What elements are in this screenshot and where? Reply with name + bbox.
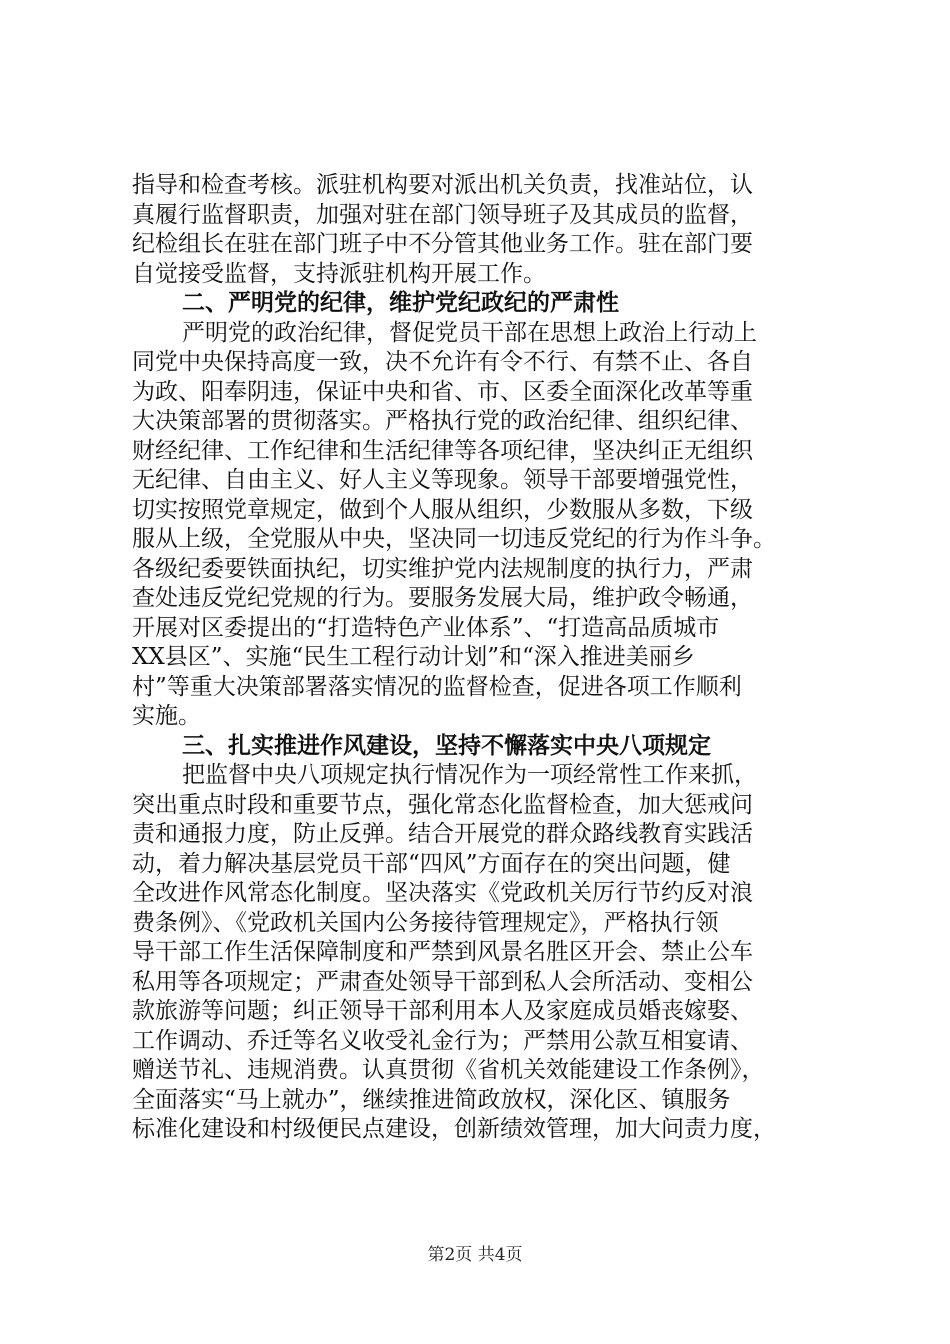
paragraph-first-line: 把监督中央八项规定执行情况作为一项经常性工作来抓， — [182, 762, 757, 788]
body-line: 动，着力解决基层党员干部“四风”方面存在的突出问题，健 — [132, 850, 731, 877]
body-line: 指导和检查考核。派驻机构要对派出机关负责，找准站位，认 — [132, 172, 753, 198]
body-line: 大决策部署的贯彻落实。严格执行党的政治纪律、组织纪律、 — [132, 408, 753, 434]
body-line: 为政、阳奉阴违，保证中央和省、市、区委全面深化改革等重 — [132, 378, 753, 405]
body-line: 突出重点时段和重要节点，强化常态化监督检查，加大惩戒问 — [132, 791, 753, 818]
body-line: 私用等各项规定；严肃查处领导干部到私人会所活动、变相公 — [132, 968, 753, 995]
body-line: 赠送节礼、违规消费。认真贯彻《省机关效能建设工作条例》， — [132, 1057, 765, 1083]
body-line: 纪检组长在驻在部门班子中不分管其他业务工作。驻在部门要 — [132, 231, 753, 257]
body-line: 责和通报力度，防止反弹。结合开展党的群众路线教育实践活 — [132, 821, 753, 847]
body-line: 全改进作风常态化制度。坚决落实《党政机关厉行节约反对浪 — [132, 880, 753, 906]
body-line: 同党中央保持高度一致，决不允许有令不行、有禁不止、各自 — [132, 349, 753, 375]
body-line: XX县区”、实施“民生工程行动计划”和“深入推进美丽乡 — [132, 644, 695, 670]
body-line: 导干部工作生活保障制度和严禁到风景名胜区开会、禁止公车 — [132, 939, 753, 965]
body-line: 全面落实“马上就办”，继续推进简政放权，深化区、镇服务 — [132, 1086, 731, 1113]
body-line: 无纪律、自由主义、好人主义等现象。领导干部要增强党性， — [132, 467, 753, 493]
body-line: 切实按照党章规定，做到个人服从组织，少数服从多数，下级 — [132, 496, 753, 523]
body-line: 费条例》、《党政机关国内公务接待管理规定》，严格执行领 — [132, 909, 719, 936]
body-line: 查处违反党纪党规的行为。要服务发展大局，维护政令畅通， — [132, 585, 753, 611]
body-line: 款旅游等问题；纠正领导干部利用本人及家庭成员婚丧嫁娶、 — [132, 998, 753, 1024]
body-line: 实施。 — [132, 703, 201, 729]
body-line: 工作调动、乔迁等名义收受礼金行为；严禁用公款互相宴请、 — [132, 1027, 753, 1054]
body-line: 开展对区委提出的“打造特色产业体系”、“打造高品质城市 — [132, 614, 720, 641]
body-line: 村”等重大决策部署落实情况的监督检查，促进各项工作顺利 — [132, 673, 742, 700]
page-footer: 第2页 共4页 — [427, 1245, 523, 1265]
body-line: 标准化建设和村级便民点建设，创新绩效管理，加大问责力度， — [132, 1116, 776, 1142]
body-line: 财经纪律、工作纪律和生活纪律等各项纪律，坚决纠正无组织 — [132, 437, 753, 464]
body-line: 各级纪委要铁面执纪，切实维护党内法规制度的执行力，严肃 — [132, 555, 753, 582]
section-heading-3: 三、扎实推进作风建设，坚持不懈落实中央八项规定 — [182, 732, 711, 759]
body-line: 真履行监督职责，加强对驻在部门领导班子及其成员的监督， — [132, 201, 753, 228]
section-heading-2: 二、严明党的纪律，维护党纪政纪的严肃性 — [182, 290, 619, 316]
body-line: 自觉接受监督，支持派驻机构开展工作。 — [132, 260, 546, 287]
body-line: 服从上级，全党服从中央，坚决同一切违反党纪的行为作斗争。 — [132, 526, 776, 552]
paragraph-first-line: 严明党的政治纪律，督促党员干部在思想上政治上行动上 — [182, 319, 757, 346]
